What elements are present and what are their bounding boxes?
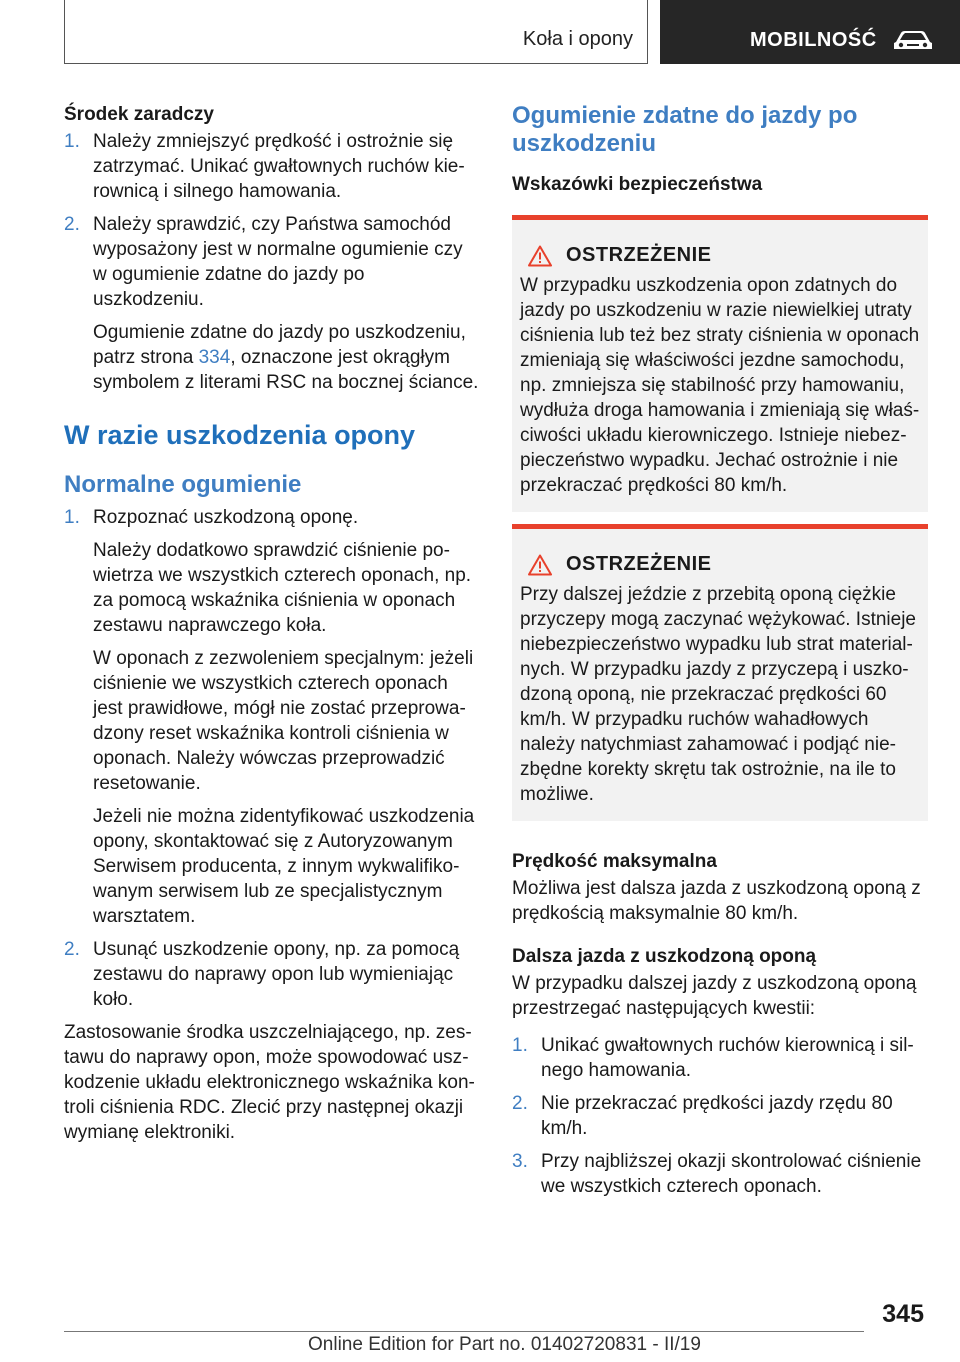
continue-text: W przypadku dalszej jazdy z uszkodzoną oponą przestrzegać następujących kwestii: xyxy=(512,973,917,1019)
list-text: Unikać gwałtownych ruchów kierownicą i silnego hamowania. xyxy=(541,1035,914,1081)
max-speed-text: Możliwa jest dalsza jazda z uszkodzoną oponą z prędkością maksymalnie 80 km/h. xyxy=(512,878,921,924)
footer-divider xyxy=(64,1331,864,1332)
list-item xyxy=(64,212,480,395)
list-number: 1. xyxy=(64,507,80,528)
subsection-heading: Normalne ogumienie xyxy=(64,471,302,498)
continue-title: Dalsza jazda z uszkodzoną oponą xyxy=(512,946,817,967)
warning-header xyxy=(520,244,920,267)
section-heading: W razie uszkodzenia opony xyxy=(64,420,416,450)
continue-steps xyxy=(512,1033,928,1199)
closing-paragraph: Zastosowanie środka uszczelniającego, np. zestawu do naprawy opon, może spowodować uszkodzenie układu elektronicznego wskaźnika kontroli ciśnienia RDC. Zlecić przy następnej okazji wymianę elektroniki. xyxy=(64,1022,475,1143)
edition-info: Online Edition for Part no. 01402720831 - II/19 xyxy=(308,1334,701,1355)
list-text: Rozpoznać uszkodzoną oponę. xyxy=(93,507,359,528)
safety-title: Wskazówki bezpieczeństwa xyxy=(512,174,763,195)
car-icon xyxy=(892,28,934,52)
list-subtext: Należy dodatkowo sprawdzić ciśnienie powietrza we wszystkich czterech oponach, np. za pomocą wskaźnika ciśnienia w oponach zestawu naprawczego koła. xyxy=(93,540,472,636)
list-text: Należy sprawdzić, czy Państwa samochód wyposażony jest w normalne ogumienie czy w ogumienie zdatne do jazdy po uszkodzeniu. xyxy=(93,214,463,310)
list-text: Przy najbliższej okazji skontrolować ciśnienie we wszystkich czterech oponach. xyxy=(541,1151,922,1197)
section-title: Koła i opony xyxy=(522,28,633,50)
list-number: 3. xyxy=(512,1151,528,1172)
list-item xyxy=(512,1091,928,1141)
warning-box xyxy=(512,215,928,512)
left-column xyxy=(64,102,480,1145)
list-item xyxy=(64,129,480,204)
list-text: Należy zmniejszyć prędkość i ostrożnie się zatrzymać. Unikać gwałtownych ruchów kierownicą i silnego hamowania. xyxy=(93,131,465,202)
list-number: 2. xyxy=(64,214,80,235)
remedy-title: Środek zaradczy xyxy=(64,104,214,125)
chapter-tab xyxy=(660,0,960,64)
page-number: 345 xyxy=(882,1300,924,1328)
list-subtext: W oponach z zezwoleniem specjalnym: jeżeli ciśnienie we wszystkich czterech oponach jest prawidłowe, mógł nie zostać przeprowadzony reset wskaźnika kontroli ciśnienia w oponach. Należy wówczas przeprowadzić resetowanie. xyxy=(93,648,474,794)
warning-box xyxy=(512,524,928,821)
list-item xyxy=(64,505,480,929)
remedy-steps xyxy=(64,129,480,395)
warning-title: OSTRZEŻENIE xyxy=(566,244,712,266)
list-number: 1. xyxy=(64,131,80,152)
normal-tire-steps xyxy=(64,505,480,1012)
warning-title: OSTRZEŻENIE xyxy=(566,553,712,575)
list-text: Nie przekraczać prędkości jazdy rzędu 80 km/h. xyxy=(541,1093,893,1139)
list-item xyxy=(512,1149,928,1199)
list-subtext: Ogumienie zdatne do jazdy po uszkodzeniu, patrz strona 334, oznaczone jest okrągłym symbolem z literami RSC na bocznej ściance. xyxy=(93,322,479,393)
warning-triangle-icon xyxy=(528,554,552,576)
list-text: Usunąć uszkodzenie opony, np. za pomocą zestawu do naprawy opon lub wymieniając koło. xyxy=(93,939,460,1010)
list-number: 1. xyxy=(512,1035,528,1056)
max-speed-title: Prędkość maksymalna xyxy=(512,851,717,872)
list-item xyxy=(512,1033,928,1083)
chapter-title: MOBILNOŚĆ xyxy=(750,29,877,51)
warning-triangle-icon xyxy=(528,245,552,267)
subsection-heading: Ogumienie zdatne do jazdy po uszkodzeniu xyxy=(512,102,858,157)
warning-header xyxy=(520,553,920,576)
list-number: 2. xyxy=(64,939,80,960)
warning-text: W przypadku uszkodzenia opon zdatnych do jazdy po uszkodzeniu w razie niewielkiej utraty ciśnienia lub też bez straty ciśnienia w oponach zmieniają się właściwości jezdne samochodu, np. zmniejsza się stabilność przy hamowaniu, wydłuża droga hamowania i zmieniają się właściwości układu kierowniczego. Istnieje niebezpieczeństwo wypadku. Jechać ostrożnie i nie przekraczać prędkości 80 km/h. xyxy=(520,275,920,496)
page-link[interactable]: 334 xyxy=(198,347,231,368)
list-subtext: Jeżeli nie można zidentyfikować uszkodzenia opony, skontaktować się z Autoryzowanym Serwisem producenta, z innym wykwalifikowanym serwisem lub ze specjalistycznym warsztatem. xyxy=(93,806,475,927)
list-number: 2. xyxy=(512,1093,528,1114)
right-column xyxy=(512,102,928,1207)
header-section-box xyxy=(64,0,648,64)
list-item xyxy=(64,937,480,1012)
warning-text: Przy dalszej jeździe z przebitą oponą ciężkie przyczepy mogą zaczynać wężykować. Istnieje niebezpieczeństwo wypadku lub strat materialnych. W przypadku jazdy z przyczepą i uszkodzoną oponą, nie przekraczać prędkości 60 km/h. W przypadku ruchów wahadłowych należy natychmiast zahamować i podjąć niezbędne korekty skrętu tak ostrożnie, na ile to możliwe. xyxy=(520,584,916,805)
